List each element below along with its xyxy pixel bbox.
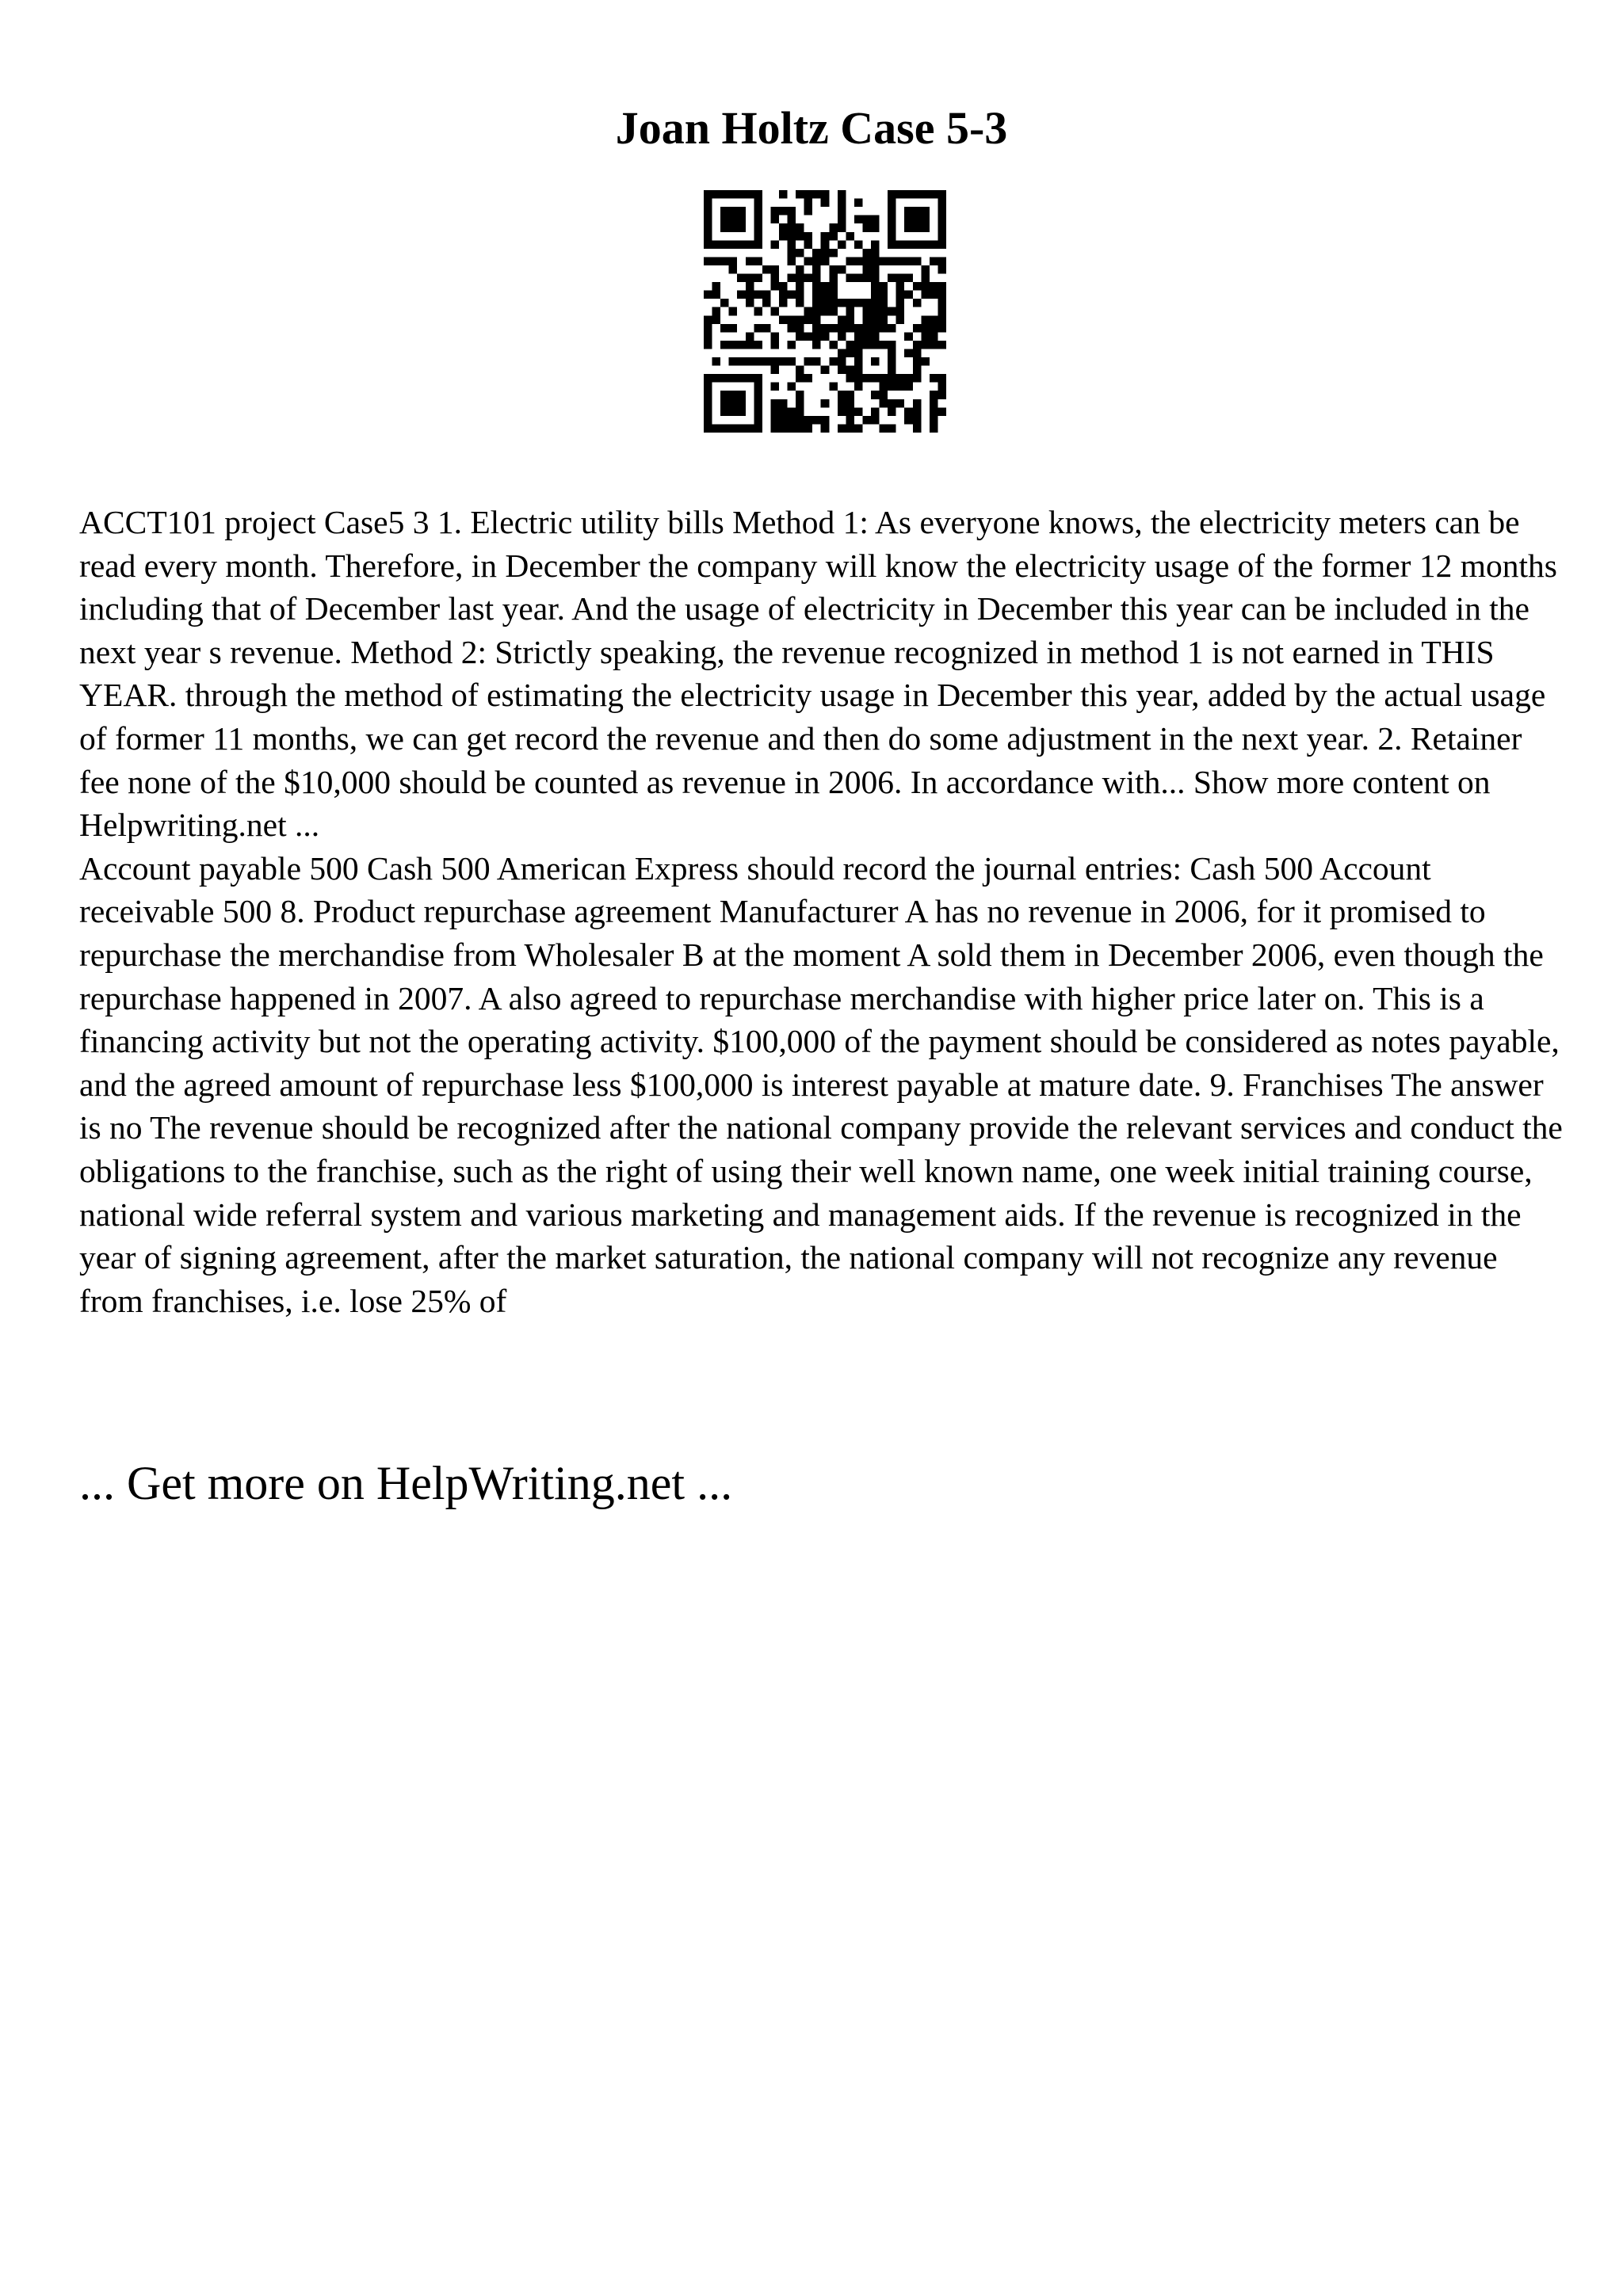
document-body: [79, 501, 1569, 1322]
qr-code-icon[interactable]: [704, 190, 946, 433]
paragraph-2: Account payable 500 Cash 500 American Express should record the journal entries: Cash 500 Account receivable 500 8. Product repurchase agreement Manufacturer A has no revenue in 2006, for it promised to repurchase the merchandise from Wholesaler B at the moment A sold them in December 2006, even though the repurchase happened in 2007. A also agreed to repurchase merchandise with higher price later on. This is a financing activity but not the operating activity. $100,000 of the payment should be considered as notes payable, and the agreed amount of repurchase less $100,000 is interest payable at mature date. 9. Franchises The answer is no The revenue should be recognized after the national company provide the relevant services and conduct the obligations to the franchise, such as the right of using their well known name, one week initial training course, national wide referral system and various marketing and management aids. If the revenue is recognized in the year of signing agreement, after the market saturation, the national company will not recognize any revenue from franchises, i.e. lose 25% of: [79, 849, 1563, 1319]
get-more-link[interactable]: ... Get more on HelpWriting.net ...: [79, 1457, 733, 1509]
paragraph-1: ACCT101 project Case5 3 1. Electric utility bills Method 1: As everyone knows, the electricity meters can be read every month. Therefore, in December the company will know the electricity usage of the former 12 months including that of December last year. And the usage of electricity in December this year can be included in the next year s revenue. Method 2: Strictly speaking, the revenue recognized in method 1 is not earned in THIS YEAR. through the method of estimating the electricity usage in December this year, added by the actual usage of former 11 months, we can get record the revenue and then do some adjustment in the next year. 2. Retainer fee none of the $10,000 should be counted as revenue in 2006. In accordance with... Show more content on Helpwriting.net ...: [79, 504, 1557, 844]
document-title: Joan Holtz Case 5-3: [615, 102, 1008, 154]
